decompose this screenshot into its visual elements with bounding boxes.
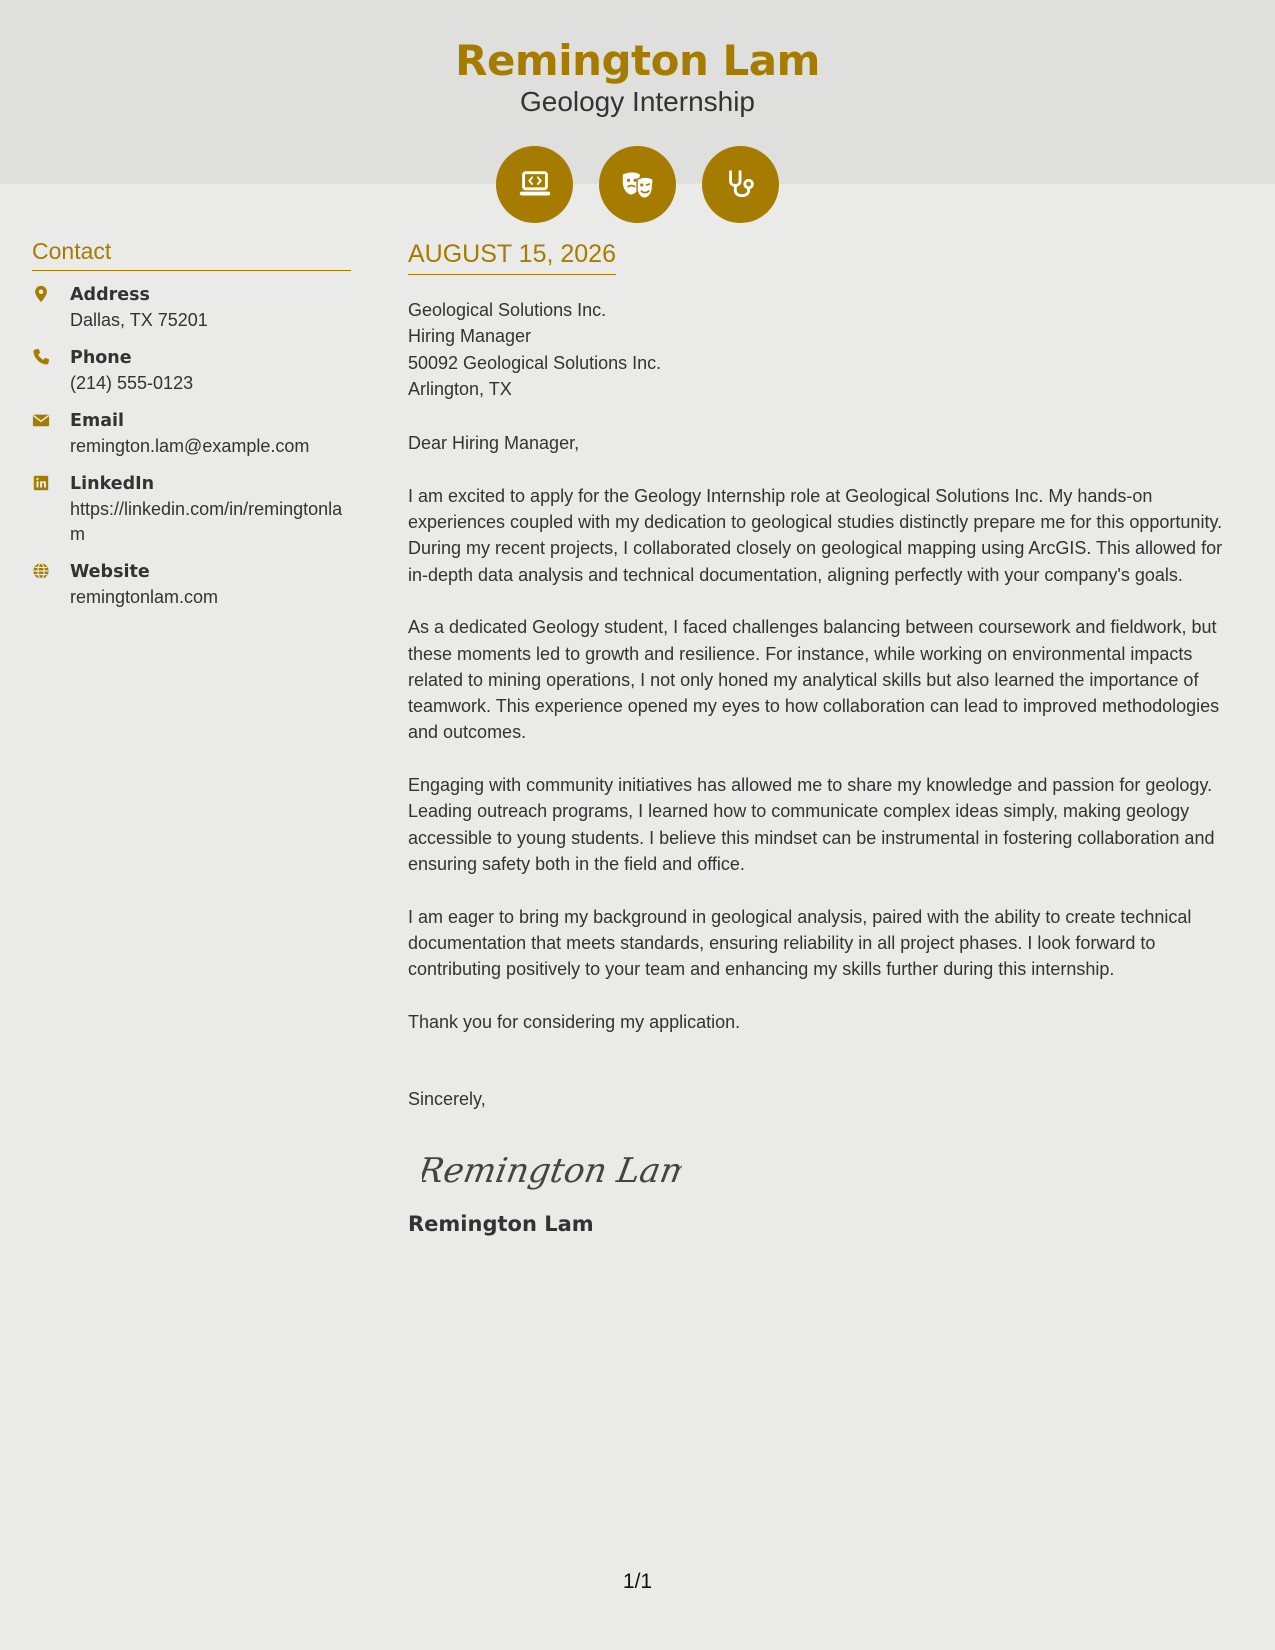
greeting: Dear Hiring Manager, <box>408 433 580 454</box>
contact-label: Address <box>70 285 150 305</box>
page-number: 1/1 <box>622 1570 653 1593</box>
contact-item-phone <box>32 346 351 396</box>
contact-value: Dallas, TX 75201 <box>70 310 208 330</box>
paragraph: I am eager to bring my background in geological analysis, paired with the ability to create technical documentation that meets standards, ensuring reliability in all project phases. I look forward to contributing positively to your team and enhancing my skills further during this internship. <box>408 906 1192 980</box>
globe-icon <box>32 560 70 610</box>
contact-label: LinkedIn <box>70 474 155 494</box>
letter-date: AUGUST 15, 2026 <box>408 240 616 275</box>
paragraph: I am excited to apply for the Geology Internship role at Geological Solutions Inc. My hands-on experiences coupled with my dedication to geological studies distinctly prepare me for this opportunity. During my recent projects, I collaborated closely on geological mapping using ArcGIS. This allowed for in-depth data analysis and technical documentation, aligning perfectly with your company's goals. <box>408 485 1223 585</box>
paragraph: As a dedicated Geology student, I faced challenges balancing between coursework and fieldwork, but these moments led to growth and resilience. For instance, while working on environmental impacts related to mining operations, I not only honed my analytical skills but also learned the importance of teamwork. This experience opened my eyes to how collaboration can lead to improved methodologies and outcomes. <box>408 617 1220 743</box>
contact-label: Email <box>70 411 124 431</box>
contact-value: (214) 555-0123 <box>70 373 194 393</box>
recipient-line: Arlington, TX <box>408 378 512 399</box>
recipient-line: Hiring Manager <box>408 326 532 347</box>
phone-icon <box>32 346 70 396</box>
contact-sidebar <box>32 238 351 623</box>
recipient-block <box>408 297 1236 402</box>
map-pin-icon <box>32 283 70 333</box>
letter-body <box>408 240 1236 1236</box>
contact-item-website <box>32 560 351 610</box>
applicant-name: Remington Lam <box>455 36 820 85</box>
contact-item-address <box>32 283 351 333</box>
recipient-line: 50092 Geological Solutions Inc. <box>408 352 662 373</box>
interest-icons <box>496 146 779 223</box>
contact-item-email <box>32 409 351 459</box>
contact-item-linkedin <box>32 472 351 547</box>
recipient-line: Geological Solutions Inc. <box>408 300 607 320</box>
contact-value: remington.lam@example.com <box>70 436 310 456</box>
envelope-icon <box>32 409 70 459</box>
theater-masks-icon <box>599 146 676 223</box>
contact-list <box>32 283 351 610</box>
contact-label: Website <box>70 562 150 582</box>
contact-section-title: Contact <box>32 238 351 271</box>
applicant-role: Geology Internship <box>519 86 756 117</box>
closing: Sincerely, <box>408 1089 486 1110</box>
linkedin-icon <box>32 472 70 547</box>
contact-label: Phone <box>70 348 132 368</box>
contact-value: https://linkedin.com/in/remingtonlam <box>70 499 343 544</box>
stethoscope-icon <box>702 146 779 223</box>
paragraph: Thank you for considering my application. <box>408 1011 741 1032</box>
laptop-code-icon <box>496 146 573 223</box>
signer-name: Remington Lam <box>408 1212 594 1237</box>
signature-text: Remington Lam <box>422 1151 682 1191</box>
signature <box>422 1138 1236 1198</box>
contact-value: remingtonlam.com <box>70 587 219 607</box>
paragraph: Engaging with community initiatives has allowed me to share my knowledge and passion for geology. Leading outreach programs, I learned how to communicate complex ideas simply, making geology accessible to young students. I believe this mindset can be instrumental in fostering collaboration and ensuring safety both in the field and office. <box>408 775 1215 874</box>
